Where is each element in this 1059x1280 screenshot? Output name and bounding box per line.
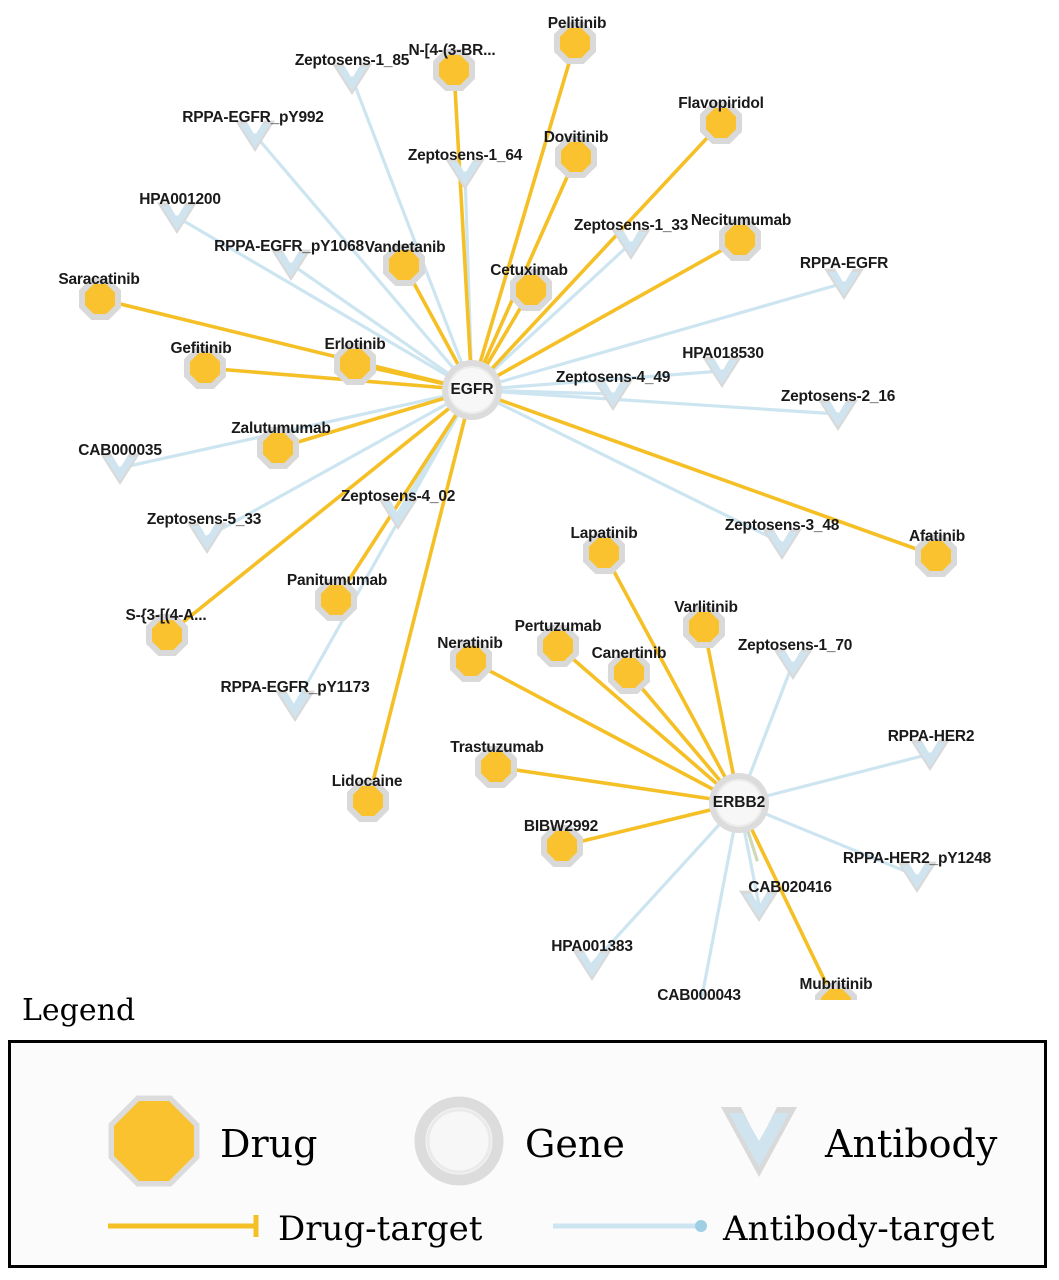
antibody-label: Zeptosens-4_02 [340,488,456,505]
legend-box [8,1040,1047,1268]
drug-label: Vandetanib [364,239,446,256]
chevron-down-icon [711,1093,807,1194]
drug-label: Trastuzumab [450,739,544,756]
drug-label: Afatinib [908,528,966,545]
drug-label: Cetuximab [490,262,568,279]
drug-label: Pertuzumab [514,618,602,635]
antibody-label: RPPA-EGFR [799,255,889,272]
drug-label: Saracatinib [58,271,140,288]
drug-label: Zalutumumab [231,420,331,437]
legend-item-drug-target [106,1208,483,1249]
drug-label: Flavopiridol [678,95,764,112]
antibody-node[interactable] [824,269,864,300]
antibody-label: Zeptosens-4_49 [555,369,671,386]
antibody-label: Zeptosens-1_85 [294,52,410,69]
drug-label: Erlotinib [324,336,386,353]
legend-item-drug [106,1093,317,1194]
gene-label-erbb2: ERBB2 [712,794,766,811]
drug-label: Neratinib [437,635,503,652]
antibody-label: CAB000043 [657,987,741,1004]
antibody-label: RPPA-EGFR_pY992 [182,109,324,126]
drug-label: Gefitinib [170,340,232,357]
legend-label-antibody-target: Antibody-target [723,1208,995,1249]
drug-label: Necitumumab [690,212,792,229]
antibody-label: RPPA-HER2_pY1248 [842,850,992,867]
legend-item-antibody [711,1093,997,1194]
legend-title: Legend [22,993,136,1028]
antibody-label: HPA018530 [682,345,764,362]
drug-label: N-[4-(3-BR... [408,42,496,59]
antibody-label: Zeptosens-1_64 [407,147,523,164]
antibody-label: HPA001383 [551,938,633,955]
drug-label: Lidocaine [331,773,403,790]
gene-label-egfr: EGFR [450,381,494,398]
antibody-label: RPPA-EGFR_pY1068 [214,238,364,255]
antibody-edge-icon [551,1211,711,1246]
drug-label: Panitumumab [286,572,388,589]
antibody-label: CAB000035 [78,442,162,459]
drug-label: Dovitinib [543,129,609,146]
antibody-label: Zeptosens-5_33 [146,511,262,528]
antibody-label: RPPA-EGFR_pY1173 [220,679,370,696]
drug-label: Lapatinib [570,525,638,542]
antibody-label: Zeptosens-1_70 [737,637,853,654]
legend-label-gene: Gene [525,1121,625,1166]
antibody-label: RPPA-HER2 [887,728,975,745]
drug-label: Pelitinib [547,15,607,32]
antibody-label: Zeptosens-3_48 [724,517,840,534]
legend-item-antibody-target [551,1208,995,1249]
legend-item-gene [411,1093,625,1194]
drug-label: BIBW2992 [523,818,599,835]
antibody-label: Zeptosens-1_33 [573,217,689,234]
drug-label: Mubritinib [799,976,873,993]
circle-icon [411,1093,507,1194]
drug-label: Canertinib [591,645,667,662]
legend-label-antibody: Antibody [825,1121,998,1166]
antibody-label: Zeptosens-2_16 [780,388,896,405]
legend-label-drug: Drug [220,1121,318,1166]
octagon-icon [106,1093,202,1194]
antibody-label: HPA001200 [139,191,221,208]
antibody-label: CAB020416 [748,879,832,896]
drug-label: Varlitinib [674,599,738,616]
drug-edge-icon [106,1211,266,1246]
drug-label: S-{3-[(4-A... [125,607,207,624]
legend-label-drug-target: Drug-target [278,1208,483,1249]
